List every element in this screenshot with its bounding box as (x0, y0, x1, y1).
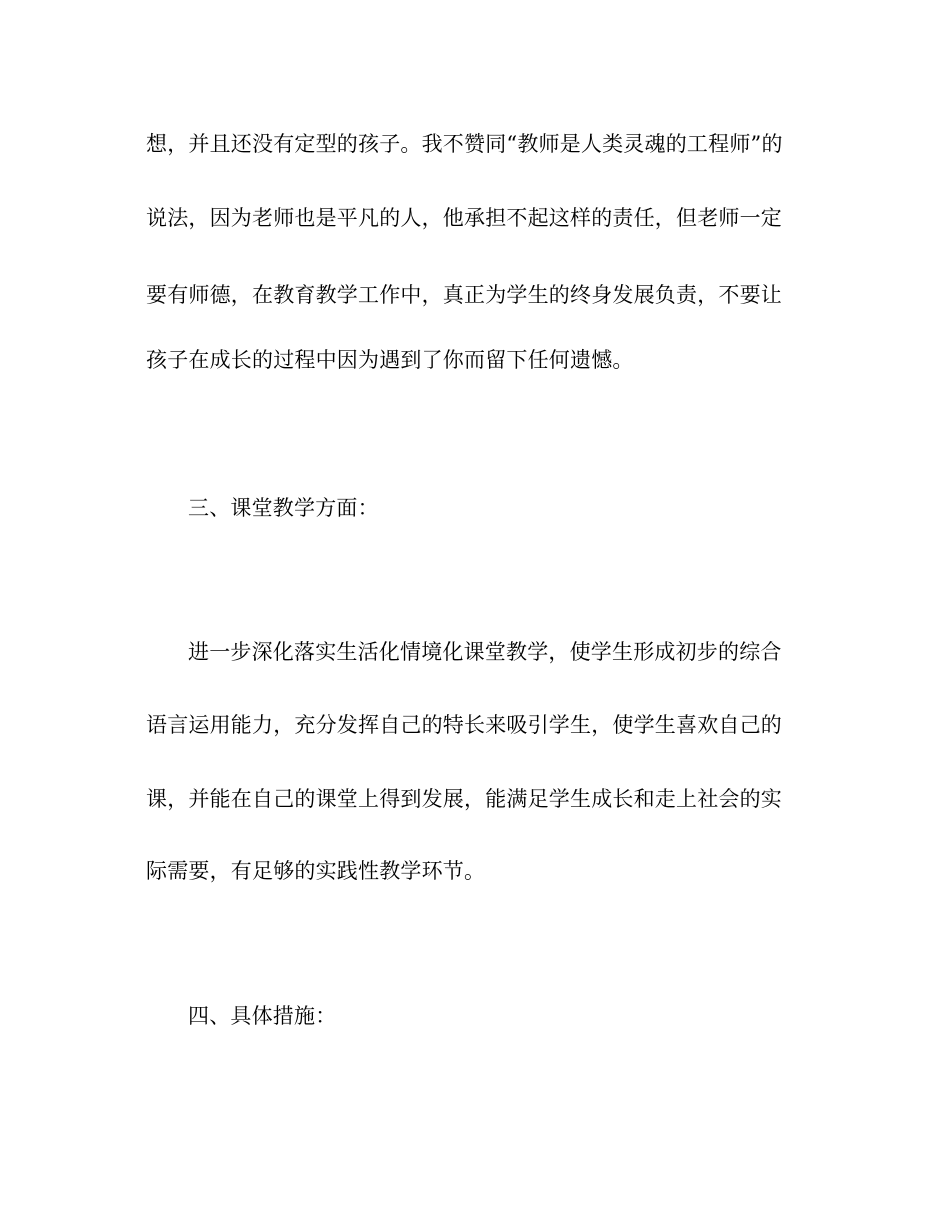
paragraph-line: 要有师德，在教育教学工作中，真正为学生的终身发展负责，不要让 (146, 283, 782, 307)
section-heading: 四、具体措施： (188, 1004, 337, 1028)
paragraph-line: 孩子在成长的过程中因为遇到了你而留下任何遗憾。 (146, 348, 634, 372)
paragraph-line: 际需要，有足够的实践性教学环节。 (146, 859, 486, 883)
paragraph-line: 想，并且还没有定型的孩子。我不赞同“教师是人类灵魂的工程师”的 (146, 132, 783, 156)
section-heading: 三、课堂教学方面： (188, 496, 379, 520)
paragraph-line: 语言运用能力，充分发挥自己的特长来吸引学生，使学生喜欢自己的 (146, 713, 782, 737)
paragraph-line: 课，并能在自己的课堂上得到发展，能满足学生成长和走上社会的实 (146, 787, 782, 811)
paragraph-line: 说法，因为老师也是平凡的人，他承担不起这样的责任，但老师一定 (146, 206, 782, 230)
paragraph-line: 进一步深化落实生活化情境化课堂教学，使学生形成初步的综合 (188, 640, 782, 664)
